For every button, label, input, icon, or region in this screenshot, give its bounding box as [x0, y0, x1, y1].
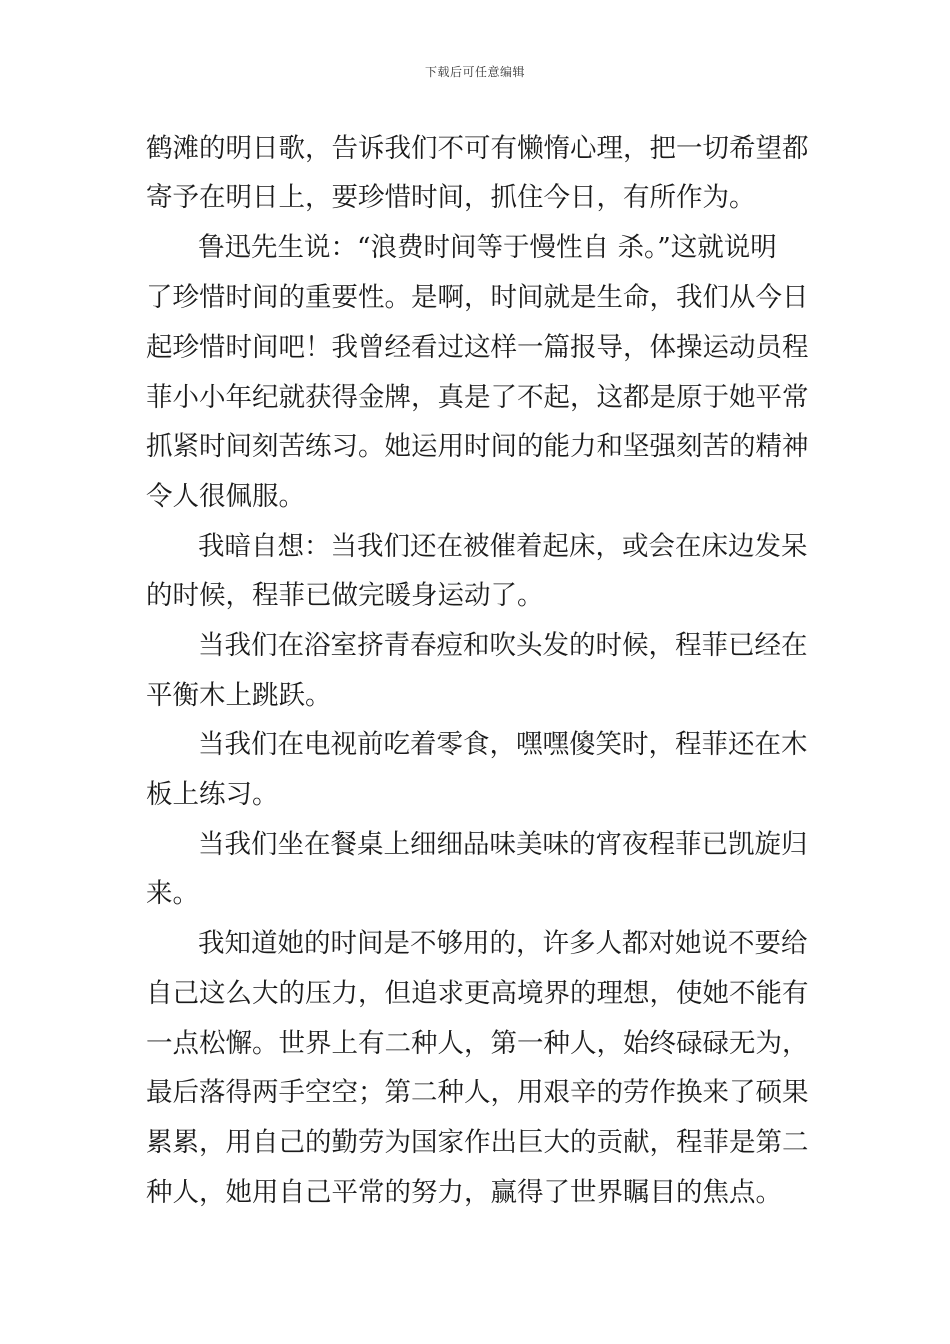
- text-line: 一点松懈。世界上有二种人，第一种人，始终碌碌无为，: [146, 1028, 809, 1059]
- text-line: 当我们在电视前吃着零食，嘿嘿傻笑时，程菲还在木: [198, 729, 808, 760]
- text-line: 最后落得两手空空；第二种人，用艰辛的劳作换来了硕果: [146, 1077, 809, 1108]
- text-line: 的时候，程菲已做完暖身运动了。: [146, 580, 544, 611]
- text-line: 鲁迅先生说：“浪费时间等于慢性自 杀。”这就说明: [198, 232, 777, 263]
- text-line: 鹤滩的明日歌，告诉我们不可有懒惰心理，把一切希望都: [146, 133, 809, 164]
- text-line: 菲小小年纪就获得金牌，真是了不起，这都是原于她平常: [146, 382, 809, 413]
- text-line: 平衡木上跳跃。: [146, 680, 332, 711]
- text-line: 令人很佩服。: [146, 481, 305, 512]
- text-line: 起珍惜时间吧！我曾经看过这样一篇报导，体操运动员程: [146, 332, 809, 363]
- text-line: 抓紧时间刻苦练习。她运用时间的能力和坚强刻苦的精神: [146, 431, 809, 462]
- text-line: 当我们在浴室挤青春痘和吹头发的时候，程菲已经在: [198, 630, 808, 661]
- text-line: 板上练习。: [146, 779, 279, 810]
- page-header: 下载后可任意编辑: [424, 65, 525, 79]
- text-line: 我暗自想：当我们还在被催着起床，或会在床边发呆: [198, 531, 808, 562]
- text-line: 寄予在明日上，要珍惜时间，抓住今日，有所作为。: [146, 182, 756, 213]
- text-line: 种人，她用自己平常的努力，赢得了世界瞩目的焦点。: [146, 1177, 782, 1208]
- text-line: 当我们坐在餐桌上细细品味美味的宵夜程菲已凯旋归: [198, 829, 808, 860]
- text-line: 自己这么大的压力，但追求更高境界的理想，使她不能有: [146, 978, 809, 1009]
- text-line: 我知道她的时间是不够用的，许多人都对她说不要给: [198, 928, 808, 959]
- text-line: 了珍惜时间的重要性。是啊，时间就是生命，我们从今日: [146, 282, 809, 313]
- text-line: 来。: [146, 878, 199, 909]
- text-line: 累累，用自己的勤劳为国家作出巨大的贡献，程菲是第二: [146, 1127, 809, 1158]
